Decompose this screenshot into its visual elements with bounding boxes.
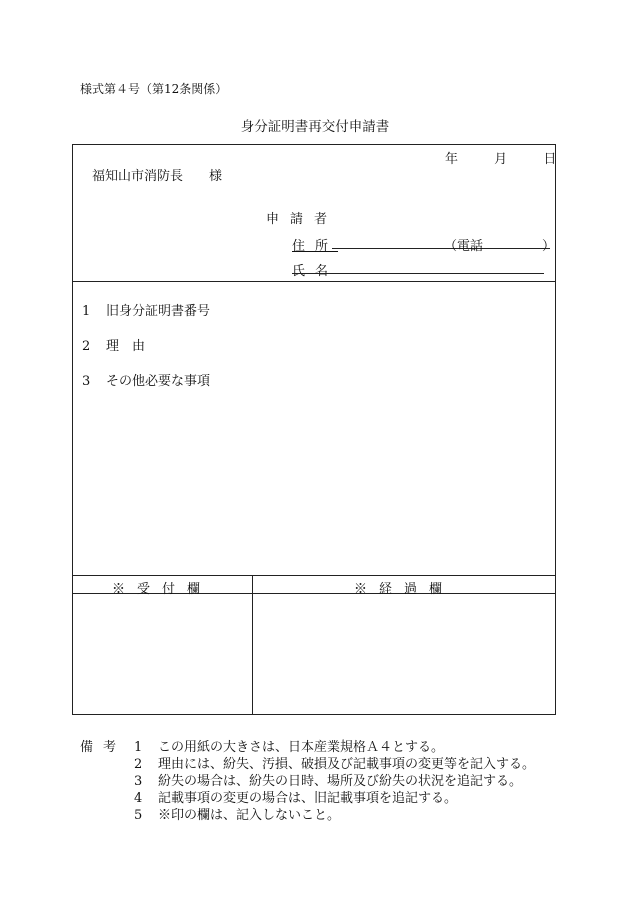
date-day-label: 日	[543, 152, 557, 167]
note-text: 記載事項の変更の場合は、旧記載事項を追記する。	[158, 791, 458, 806]
form-title: 身分証明書再交付申請書	[240, 119, 390, 135]
note-text: 紛失の場合は、紛失の日時、場所及び紛失の状況を追記する。	[158, 774, 523, 789]
item-old-id-number	[82, 300, 210, 319]
name-field-line[interactable]	[292, 273, 544, 274]
date-year-label: 年	[445, 152, 459, 167]
item-label: 旧身分証明書番号	[106, 304, 211, 319]
application-form-box	[72, 144, 556, 715]
note-number: 1	[134, 740, 143, 755]
date-row	[445, 148, 556, 167]
item-reason	[82, 335, 158, 354]
note-text: ※印の欄は、記入しないこと。	[158, 808, 341, 823]
addressee	[92, 165, 222, 184]
notes-label: 備考	[80, 740, 127, 755]
item-number: 2	[82, 339, 91, 354]
item-label: その他必要な事項	[106, 374, 211, 389]
reception-column-header: ※受付欄	[111, 582, 212, 597]
form-number: 様式第４号（第12条関係）	[80, 82, 228, 96]
note-number: 5	[134, 808, 143, 823]
addressee-honorific: 様	[209, 169, 223, 184]
item-number: 3	[82, 374, 91, 389]
date-month-label: 月	[494, 152, 508, 167]
item-number: 1	[82, 304, 91, 319]
item-label: 理由	[106, 339, 159, 354]
phone-close-paren: ）	[542, 239, 556, 254]
progress-column-header: ※経過欄	[353, 582, 454, 597]
note-number: 4	[134, 791, 143, 806]
item-other-matters	[82, 370, 210, 389]
address-label: 住所	[292, 239, 339, 254]
name-label: 氏名	[292, 264, 339, 279]
section-divider-header	[72, 281, 556, 282]
addressee-name: 福知山市消防長	[92, 169, 184, 184]
section-divider-columns	[72, 575, 556, 576]
note-number: 3	[134, 774, 143, 789]
address-field-line[interactable]	[332, 248, 550, 249]
note-item	[134, 804, 340, 823]
note-text: この用紙の大きさは、日本産業規格Ａ４とする。	[158, 740, 445, 755]
note-number: 2	[134, 757, 143, 772]
note-text: 理由には、紛失、汚損、破損及び記載事項の変更等を記入する。	[158, 757, 536, 772]
phone-label: （電話	[444, 239, 484, 254]
applicant-label: 申請者	[266, 212, 339, 227]
